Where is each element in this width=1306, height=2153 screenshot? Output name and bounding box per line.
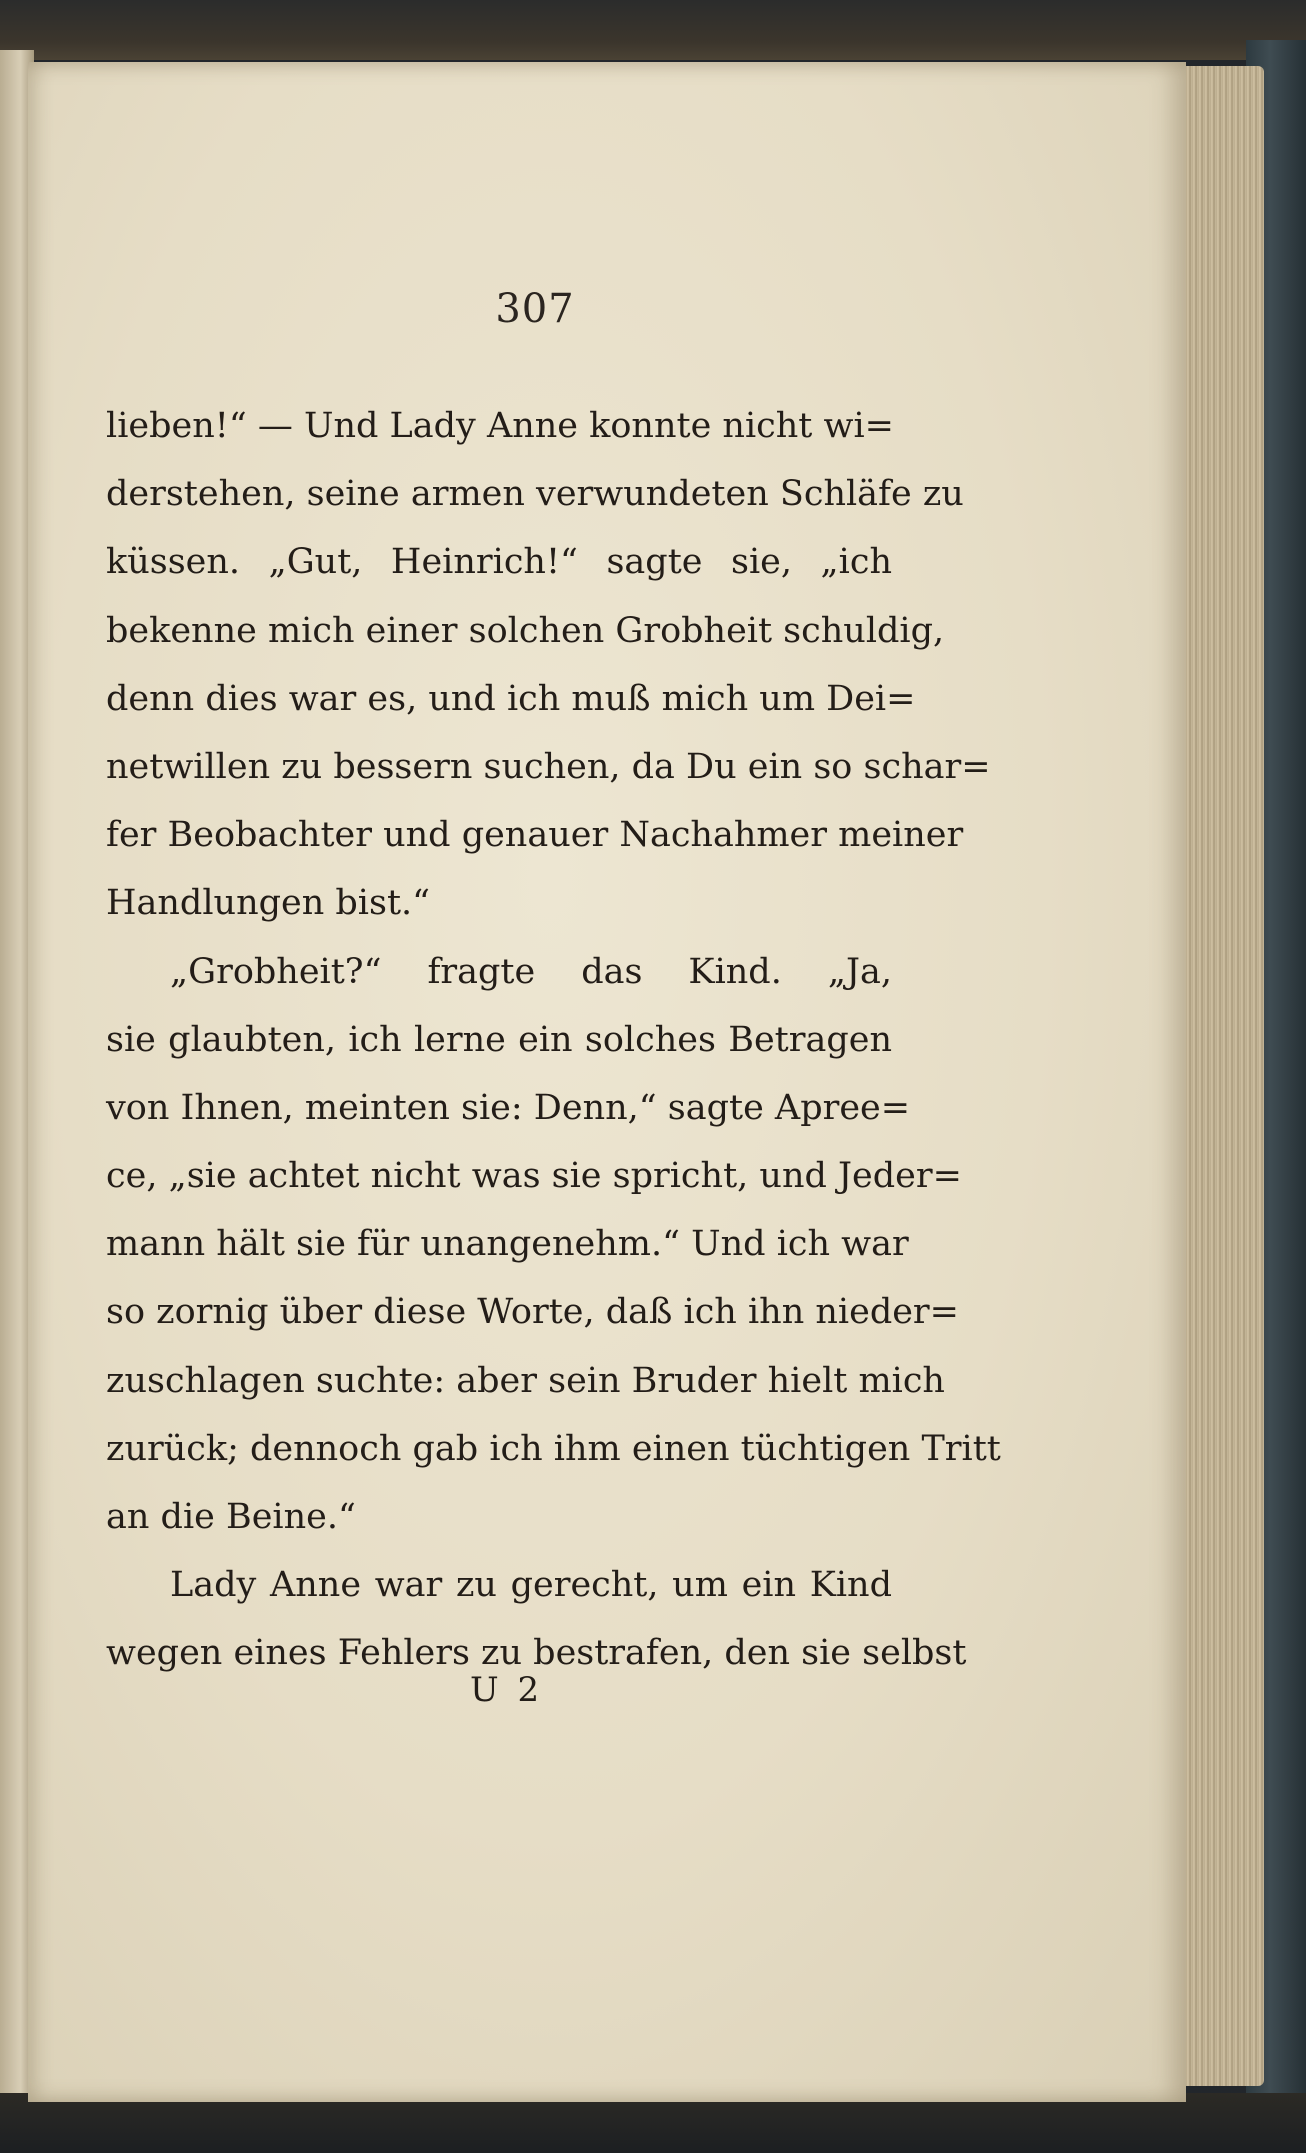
- page-stack-edge: [1180, 66, 1264, 2086]
- text-line: sie glaubten, ich lerne ein solches Betragen: [106, 1019, 892, 1060]
- text-line: bekenne mich einer solchen Grobheit schuldig,: [106, 610, 945, 651]
- text-line: Handlungen bist.“: [106, 883, 431, 924]
- page-number: 307: [495, 286, 575, 332]
- binding-bottom: [0, 2093, 1306, 2153]
- text-line: „Grobheit?“ fragte das Kind. „Ja,: [170, 951, 892, 992]
- binding-top: [0, 0, 1306, 60]
- text-line: denn dies war es, und ich muß mich um Dei=: [106, 678, 916, 719]
- text-line: netwillen zu bessern suchen, da Du ein so schar=: [106, 746, 991, 787]
- text-line: ce, „sie achtet nicht was sie spricht, und Jeder=: [106, 1156, 962, 1197]
- text-line: zurück; dennoch gab ich ihm einen tüchtigen Tritt: [106, 1428, 1001, 1469]
- text-line: zuschlagen suchte: aber sein Bruder hielt mich: [106, 1360, 945, 1401]
- page-text: [106, 392, 1001, 1688]
- text-line: so zornig über diese Worte, daß ich ihn nieder=: [106, 1292, 959, 1333]
- text-line: Lady Anne war zu gerecht, um ein Kind: [170, 1565, 892, 1606]
- signature-mark: U 2: [470, 1670, 544, 1710]
- text-line: an die Beine.“: [106, 1497, 356, 1537]
- text-line: derstehen, seine armen verwundeten Schläfe zu: [106, 474, 964, 515]
- text-line: küssen. „Gut, Heinrich!“ sagte sie, „ich: [106, 542, 892, 583]
- text-line: lieben!“ — Und Lady Anne konnte nicht wi=: [106, 406, 894, 446]
- text-line: fer Beobachter und genauer Nachahmer meiner: [106, 815, 964, 856]
- text-line: wegen eines Fehlers zu bestrafen, den sie selbst: [106, 1633, 967, 1674]
- text-line: mann hält sie für unangenehm.“ Und ich war: [106, 1224, 909, 1265]
- text-line: von Ihnen, meinten sie: Denn,“ sagte Apree=: [106, 1087, 911, 1128]
